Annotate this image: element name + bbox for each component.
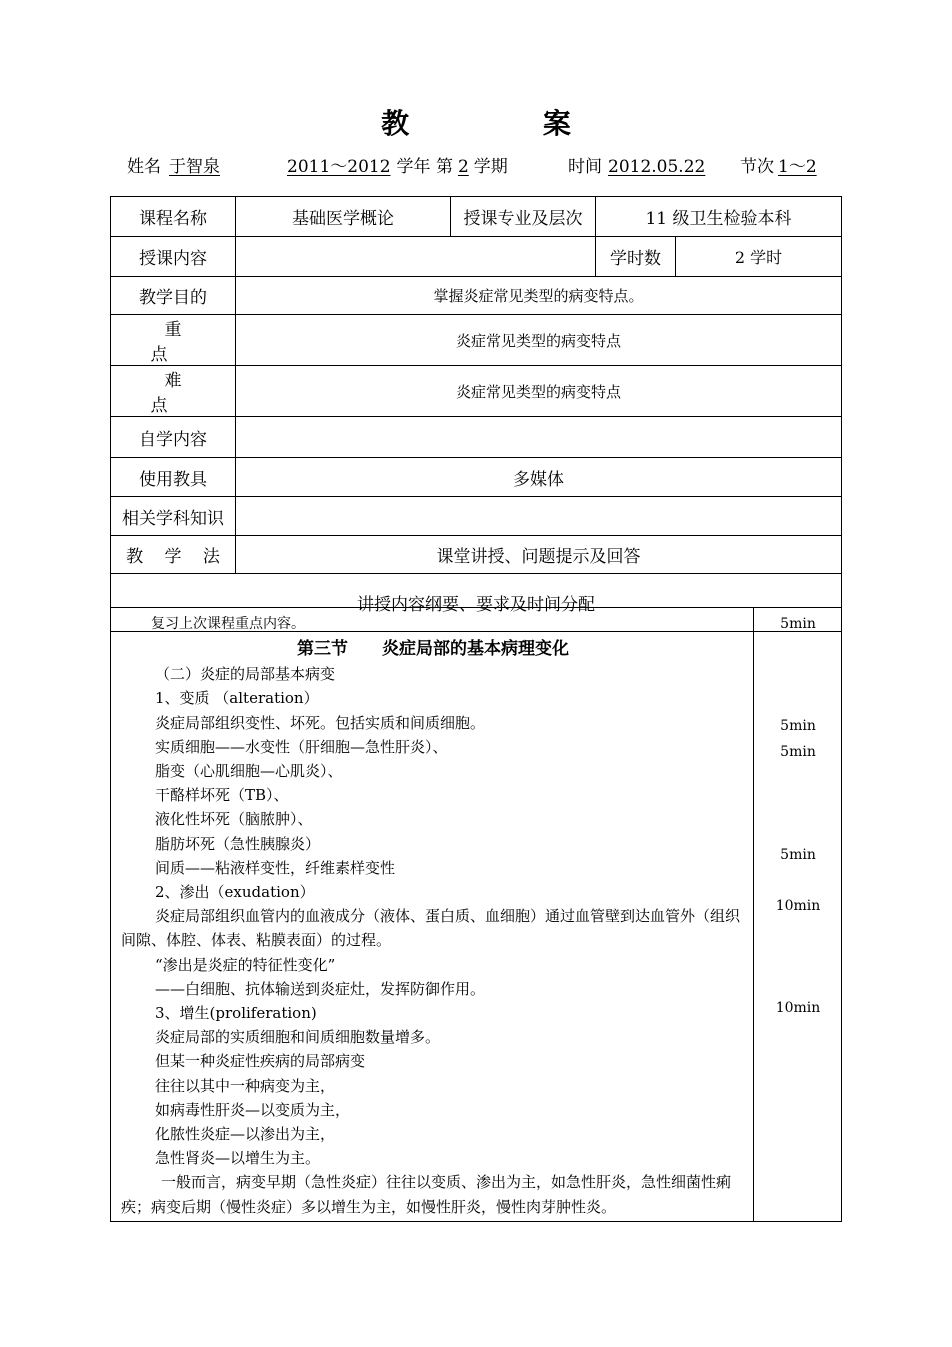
related-knowledge-label: 相关学科知识 bbox=[111, 497, 236, 536]
lecture-line: ——白细胞、抗体输送到炎症灶，发挥防御作用。 bbox=[155, 979, 486, 998]
lesson-info-table bbox=[110, 196, 842, 632]
lecture-line: “渗出是炎症的特征性变化” bbox=[155, 955, 336, 974]
lecture-line: 急性肾炎—以增生为主。 bbox=[155, 1149, 321, 1168]
page-title: 教 案 bbox=[381, 107, 633, 140]
difficulty-value: 炎症常见类型的病变特点 bbox=[236, 366, 842, 417]
lecture-line: 液化性坏死（脑脓肿）、 bbox=[155, 810, 313, 829]
period-value: 1～2 bbox=[778, 157, 817, 177]
objective-label: 教学目的 bbox=[111, 277, 236, 315]
objective-value: 掌握炎症常见类型的病变特点。 bbox=[236, 277, 842, 315]
name-value: 于智泉 bbox=[169, 157, 220, 177]
lecture-line: 炎症局部的实质细胞和间质细胞数量增多。 bbox=[155, 1028, 441, 1047]
method-value: 课堂讲授、问题提示及回答 bbox=[236, 536, 842, 574]
time-allocation: 5min bbox=[780, 718, 816, 734]
course-name-label: 课程名称 bbox=[111, 197, 236, 237]
period-label: 节次 bbox=[740, 157, 774, 177]
name-label: 姓名 bbox=[127, 157, 161, 177]
difficulty-label: 难 点 bbox=[111, 366, 236, 417]
content-value bbox=[236, 237, 596, 277]
table-row bbox=[111, 277, 842, 315]
table-row bbox=[111, 608, 842, 1222]
lecture-line: 脂变（心肌细胞—心肌炎）、 bbox=[155, 762, 343, 781]
time-allocation: 5min bbox=[780, 616, 816, 632]
hours-label: 学时数 bbox=[596, 237, 676, 277]
table-row bbox=[111, 536, 842, 574]
summary-paragraph: 一般而言，病变早期（急性炎症）往往以变质、渗出为主，如急性肝炎，急性细菌性痢疾；病变后期（慢性炎症）多以增生为主，如慢性肝炎，慢性肉芽肿性炎。 bbox=[121, 1173, 732, 1216]
key-point-value: 炎症常见类型的病变特点 bbox=[236, 315, 842, 366]
time-allocation: 10min bbox=[775, 1000, 821, 1016]
major-value: 11 级卫生检验本科 bbox=[596, 197, 842, 237]
term-suffix: 学期 bbox=[473, 157, 508, 177]
lecture-table bbox=[110, 607, 842, 1222]
lecture-lines bbox=[121, 662, 745, 904]
course-name-value: 基础医学概论 bbox=[236, 197, 451, 237]
table-row bbox=[111, 417, 842, 458]
lecture-lines-2 bbox=[121, 953, 745, 1171]
hours-value: 2 学时 bbox=[676, 237, 842, 277]
lecture-line: 1、变质 （alteration） bbox=[155, 689, 319, 708]
exudation-paragraph: 炎症局部组织血管内的血液成分（液体、蛋白质、血细胞）通过血管壁到达血管外（组织间隙、体腔、体表、粘膜表面）的过程。 bbox=[121, 907, 741, 950]
lecture-line: 间质——粘液样变性，纤维素样变性 bbox=[155, 858, 396, 877]
lecture-line: 脂肪坏死（急性胰腺炎） bbox=[155, 834, 321, 853]
time-allocation: 5min bbox=[780, 744, 816, 760]
lecture-line: 干酪样坏死（TB）、 bbox=[155, 786, 289, 805]
tools-label: 使用教具 bbox=[111, 458, 236, 497]
lecture-line: 如病毒性肝炎—以变质为主， bbox=[155, 1100, 351, 1119]
lecture-line: 炎症局部组织变性、坏死。包括实质和间质细胞。 bbox=[155, 713, 486, 732]
tools-value: 多媒体 bbox=[236, 458, 842, 497]
time-value: 2012.05.22 bbox=[608, 157, 706, 177]
time-label: 时间 bbox=[568, 157, 602, 177]
lecture-line: （二）炎症的局部基本病变 bbox=[155, 665, 336, 684]
method-label: 教 学 法 bbox=[111, 536, 236, 574]
table-row bbox=[111, 497, 842, 536]
time-allocation: 10min bbox=[775, 898, 821, 914]
section-title: 第三节 炎症局部的基本病理变化 bbox=[297, 639, 569, 660]
name-field bbox=[127, 152, 234, 177]
date-field bbox=[568, 152, 721, 177]
time-column bbox=[754, 608, 842, 1222]
year-label: 学年 bbox=[396, 157, 431, 177]
table-row bbox=[111, 197, 842, 237]
lecture-line: 化脓性炎症—以渗出为主， bbox=[155, 1125, 336, 1144]
self-study-value bbox=[236, 417, 842, 458]
table-row bbox=[111, 366, 842, 417]
table-row bbox=[111, 458, 842, 497]
lecture-line: 2、渗出（exudation） bbox=[155, 883, 315, 902]
content-label: 授课内容 bbox=[111, 237, 236, 277]
outline-header: 讲授内容纲要、要求及时间分配 bbox=[111, 574, 842, 632]
term-prefix: 第 bbox=[435, 157, 453, 177]
related-knowledge-value bbox=[236, 497, 842, 536]
table-row bbox=[111, 237, 842, 277]
review-line: 复习上次课程重点内容。 bbox=[151, 616, 305, 632]
lecture-line: 但某一种炎症性疾病的局部病变 bbox=[155, 1052, 366, 1071]
term-value: 2 bbox=[457, 157, 469, 177]
key-point-label: 重 点 bbox=[111, 315, 236, 366]
period-field bbox=[740, 152, 827, 177]
table-row bbox=[111, 315, 842, 366]
time-allocation: 5min bbox=[780, 847, 816, 863]
lecture-line: 实质细胞——水变性（肝细胞—急性肝炎）、 bbox=[155, 737, 448, 756]
lecture-line: 3、增生(proliferation) bbox=[155, 1004, 317, 1023]
academic-year-field bbox=[279, 152, 508, 177]
year-value: 2011～2012 bbox=[287, 157, 391, 177]
lecture-line: 往往以其中一种病变为主， bbox=[155, 1076, 336, 1095]
major-label: 授课专业及层次 bbox=[451, 197, 596, 237]
self-study-label: 自学内容 bbox=[111, 417, 236, 458]
lecture-content bbox=[111, 608, 754, 1222]
